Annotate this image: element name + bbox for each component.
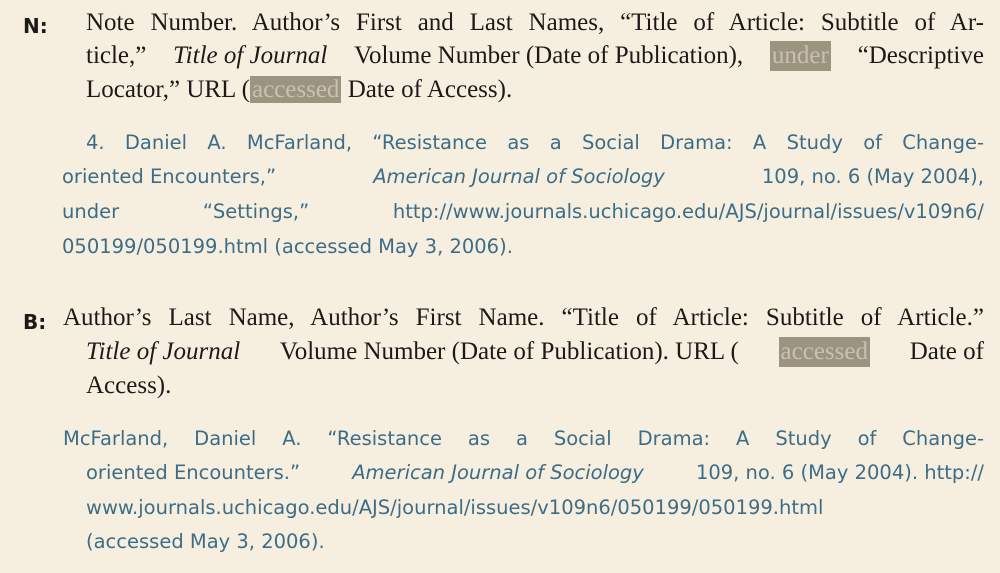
- note-example-line-4: 050199/050199.html (accessed May 3, 2006).: [62, 235, 513, 258]
- note-template-text: ticle,”: [86, 42, 147, 69]
- note-template-journal: Title of Journal: [173, 42, 328, 69]
- note-example-line-2: [62, 162, 984, 192]
- note-template-line-1: Note Number. Author’s First and Last Names, “Title of Article: Subtitle of Ar-: [86, 9, 984, 36]
- bibliography-example-text: 109, no. 6 (May 2004). http://: [695, 461, 984, 484]
- note-example-journal: American Journal of Sociology: [373, 165, 665, 188]
- note-template-text: “Descriptive: [857, 42, 984, 69]
- note-example-line-1: 4. Daniel A. McFarland, “Resistance as a Social Drama: A Study of Change-: [86, 131, 984, 154]
- note-template-line-3: [86, 75, 512, 105]
- note-template-highlight-under: under: [771, 42, 829, 69]
- note-example-line-3: under “Settings,” http://www.journals.uchicago.edu/AJS/journal/issues/v109n6/: [62, 200, 984, 223]
- bibliography-template-text: Date of: [909, 338, 984, 365]
- bibliography-example-line-4: (accessed May 3, 2006).: [86, 530, 325, 553]
- bibliography-example-journal: American Journal of Sociology: [352, 461, 644, 484]
- bibliography-example-text: oriented Encounters.”: [86, 461, 301, 484]
- bibliography-template-journal: Title of Journal: [86, 338, 241, 365]
- note-template-line-2: [86, 41, 984, 71]
- note-template-text: Volume Number (Date of Publication),: [354, 42, 744, 69]
- bibliography-example-line-3: www.journals.uchicago.edu/AJS/journal/issues/v109n6/050199/050199.html: [86, 496, 824, 519]
- bibliography-template-text: Volume Number (Date of Publication). URL (: [279, 338, 739, 365]
- bibliography-tag: B:: [23, 310, 47, 334]
- bibliography-template-mid: [280, 337, 739, 367]
- bibliography-example-line-2: [86, 458, 984, 488]
- bibliography-template-line-3: Access).: [86, 372, 172, 399]
- note-tag: N:: [23, 14, 48, 38]
- bibliography-template-line-1: Author’s Last Name, Author’s First Name. “Title of Article: Subtitle of Article.”: [63, 304, 984, 331]
- note-example-text: oriented Encounters,”: [62, 165, 277, 188]
- bibliography-example-line-1: McFarland, Daniel A. “Resistance as a Social Drama: A Study of Change-: [63, 427, 984, 450]
- bibliography-template-highlight-accessed: accessed: [780, 338, 868, 365]
- note-template-highlight-accessed: accessed: [251, 76, 340, 103]
- bibliography-template-line-2: [86, 337, 984, 367]
- note-example-text: 109, no. 6 (May 2004),: [761, 165, 984, 188]
- note-template-text: Date of Access).: [347, 76, 513, 103]
- note-template-text: Locator,” URL (: [86, 76, 250, 103]
